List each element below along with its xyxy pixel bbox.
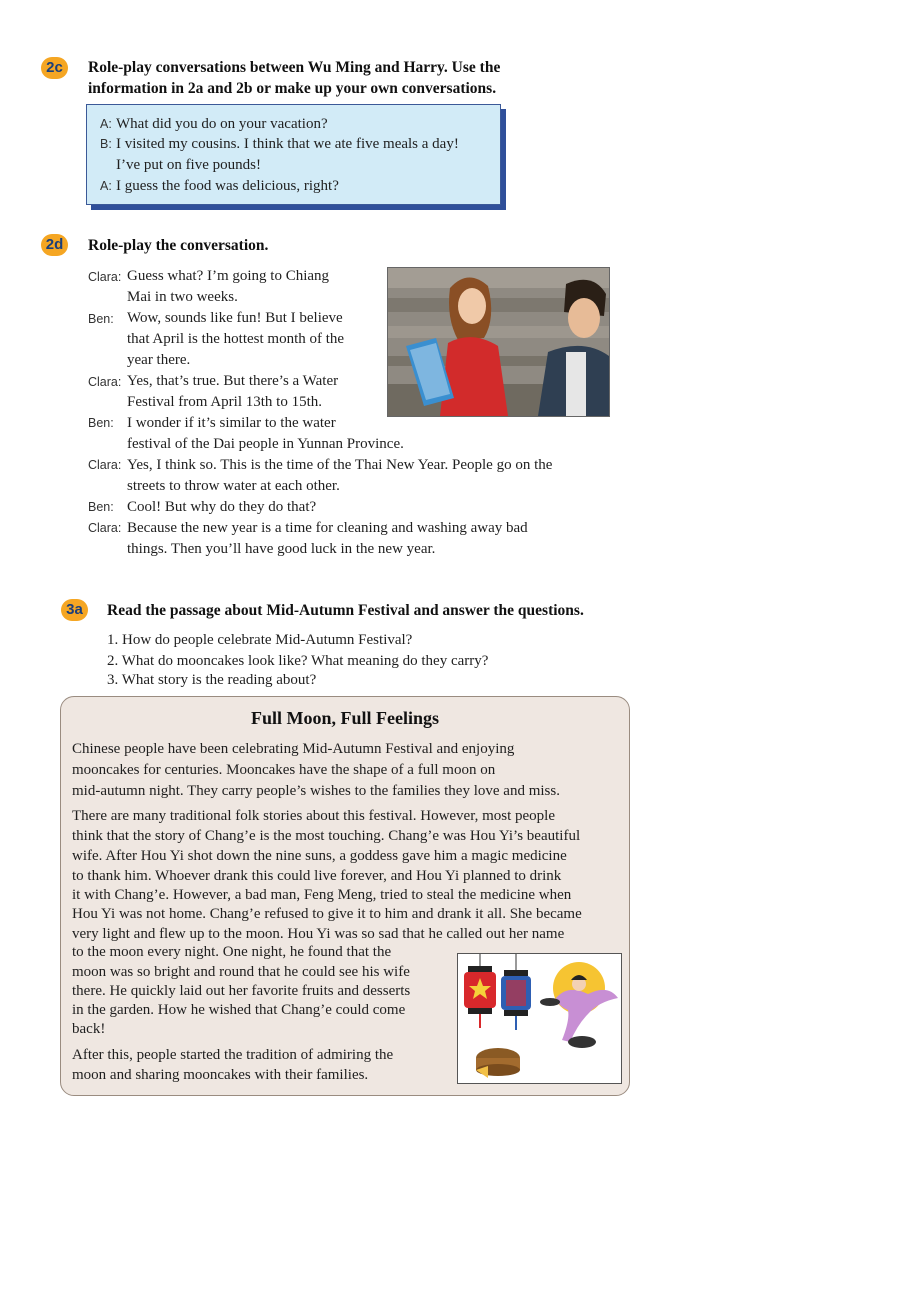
- speaker-label: Ben:: [88, 500, 114, 514]
- dialogue-line: I’ve put on five pounds!: [116, 157, 261, 173]
- speaker-label: Clara:: [88, 375, 122, 389]
- section-3a-badge: 3a: [61, 599, 88, 621]
- conversation-line: Cool! But why do they do that?: [127, 499, 317, 515]
- passage-line: moon and sharing mooncakes with their families.: [72, 1067, 369, 1083]
- conversation-line: that April is the hottest month of the: [127, 331, 345, 347]
- conversation-line: streets to throw water at each other.: [127, 478, 340, 494]
- passage-line: wife. After Hou Yi shot down the nine suns, a goddess gave him a magic medicine: [72, 848, 567, 864]
- conversation-line: things. Then you’ll have good luck in the new year.: [127, 541, 436, 557]
- question-item: 2. What do mooncakes look like? What meaning do they carry?: [107, 653, 489, 669]
- passage-line: it with Chang’e. However, a bad man, Feng Meng, tried to steal the medicine when: [72, 887, 572, 903]
- passage-line: very light and flew up to the moon. Hou Yi was so sad that he called out her name: [72, 926, 565, 942]
- instruction-2c: [88, 57, 500, 99]
- passage-line: to thank him. Whoever drank this could live forever, and Hou Yi planned to drink: [72, 868, 562, 884]
- question-item: 3. What story is the reading about?: [107, 672, 317, 688]
- conversation-line: Yes, I think so. This is the time of the Thai New Year. People go on the: [127, 457, 553, 473]
- passage-line: in the garden. How he wished that Chang’e could come: [72, 1002, 406, 1018]
- conversation-line: festival of the Dai people in Yunnan Province.: [127, 436, 404, 452]
- conversation-line: Guess what? I’m going to Chiang: [127, 268, 330, 284]
- question-item: 1. How do people celebrate Mid-Autumn Festival?: [107, 632, 413, 648]
- two-students-reading-illustration: [388, 268, 609, 416]
- conversation-line: year there.: [127, 352, 191, 368]
- passage-title: Full Moon, Full Feelings: [250, 708, 439, 728]
- conversation-photo: [387, 267, 610, 417]
- dialogue-line: I visited my cousins. I think that we ate five meals a day!: [116, 136, 459, 152]
- passage-line: There are many traditional folk stories about this festival. However, most people: [72, 808, 556, 824]
- passage-line: mooncakes for centuries. Mooncakes have the shape of a full moon on: [72, 762, 496, 778]
- speaker-label: Clara:: [88, 270, 122, 284]
- passage-line: moon was so bright and round that he could see his wife: [72, 964, 410, 980]
- passage-line: After this, people started the tradition of admiring the: [72, 1047, 394, 1063]
- conversation-line: Mai in two weeks.: [127, 289, 238, 305]
- speaker-label: Ben:: [88, 312, 114, 326]
- passage-line: think that the story of Chang’e is the most touching. Chang’e was Hou Yi’s beautiful: [72, 828, 581, 844]
- section-2c-badge: 2c: [41, 57, 68, 79]
- dialogue-line: I guess the food was delicious, right?: [116, 178, 339, 194]
- conversation-line: I wonder if it’s similar to the water: [127, 415, 336, 431]
- instruction-3a: Read the passage about Mid-Autumn Festival and answer the questions.: [107, 602, 584, 619]
- passage-line: mid-autumn night. They carry people’s wishes to the families they love and miss.: [72, 783, 560, 799]
- instruction-2c-line2: information in 2a and 2b or make up your own conversations.: [88, 80, 497, 97]
- speaker-label: A:: [100, 179, 112, 193]
- conversation-line: Yes, that’s true. But there’s a Water: [127, 373, 339, 389]
- conversation-line: Festival from April 13th to 15th.: [127, 394, 322, 410]
- dialogue-line: What did you do on your vacation?: [116, 116, 328, 132]
- passage-line: there. He quickly laid out her favorite fruits and desserts: [72, 983, 411, 999]
- lanterns-changer-mooncake-illustration: [458, 954, 621, 1083]
- speaker-label: Ben:: [88, 416, 114, 430]
- speaker-label: Clara:: [88, 458, 122, 472]
- speaker-label: B:: [100, 137, 112, 151]
- instruction-2d: Role-play the conversation.: [88, 237, 269, 254]
- passage-line: back!: [72, 1021, 106, 1037]
- mid-autumn-illustration: [457, 953, 622, 1084]
- conversation-line: Because the new year is a time for cleaning and washing away bad: [127, 520, 528, 536]
- passage-line: Chinese people have been celebrating Mid-Autumn Festival and enjoying: [72, 741, 515, 757]
- conversation-line: Wow, sounds like fun! But I believe: [127, 310, 343, 326]
- instruction-2c-line1: Role-play conversations between Wu Ming and Harry. Use the: [88, 59, 501, 76]
- section-2d-badge: 2d: [41, 234, 68, 256]
- speaker-label: A:: [100, 117, 112, 131]
- speaker-label: Clara:: [88, 521, 122, 535]
- passage-line: to the moon every night. One night, he found that the: [72, 944, 392, 960]
- passage-line: Hou Yi was not home. Chang’e refused to give it to him and drank it all. She became: [72, 906, 582, 922]
